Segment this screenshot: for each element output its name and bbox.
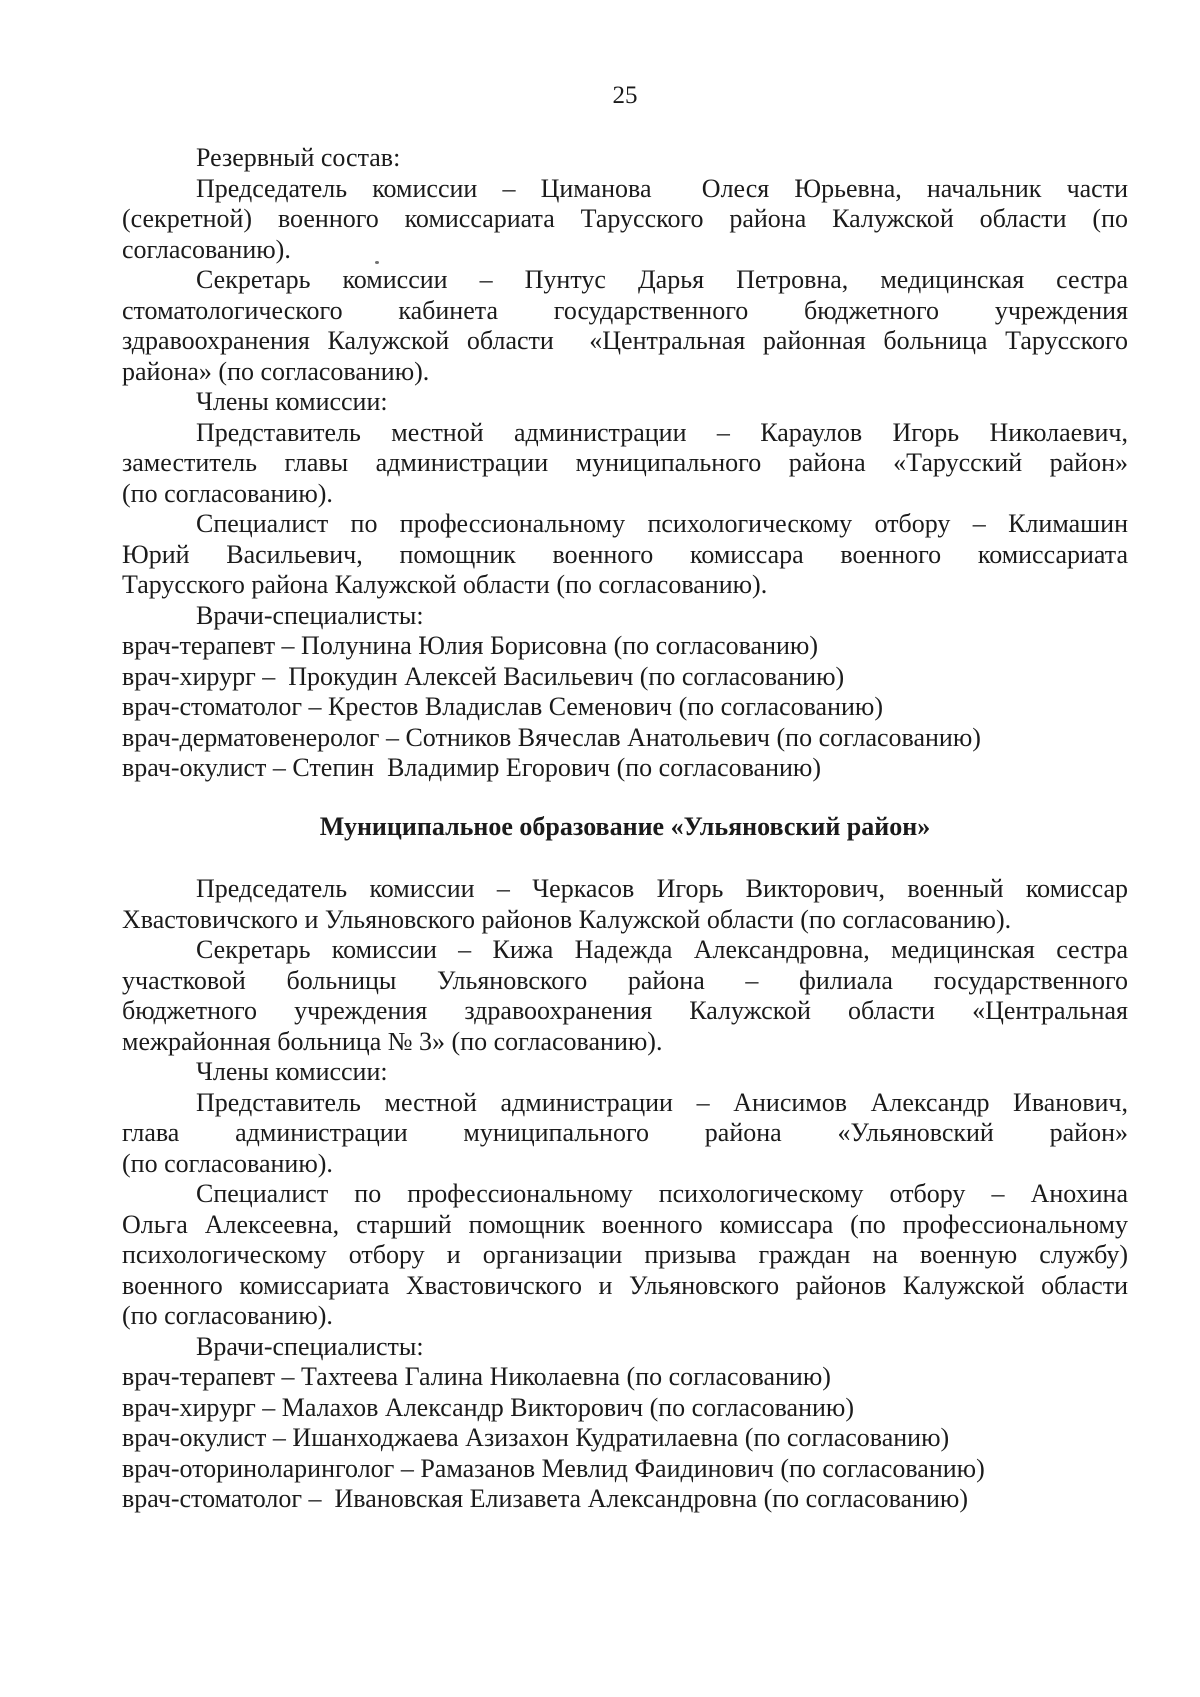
- text-line: Специалист по профессиональному психологическому отбору – Анохина: [196, 1179, 1128, 1208]
- paragraph: [122, 1088, 1128, 1180]
- document-body: [122, 143, 1128, 1515]
- text-line: Председатель комиссии – Циманова Олеся Юрьевна, начальник части: [196, 173, 1128, 203]
- text-line: врач-хирург – Прокудин Алексей Васильевич (по согласованию): [122, 661, 845, 691]
- text-line: психологическому отбору и организации призыва граждан на военную службу): [122, 1240, 1128, 1269]
- text-line: Врачи-специалисты:: [196, 600, 424, 630]
- page-number: 25: [612, 82, 638, 109]
- text-line: (по согласованию).: [122, 1301, 333, 1330]
- text-line: согласованию).: [122, 234, 291, 264]
- text-line: врач-терапевт – Тахтеева Галина Николаевна (по согласованию): [122, 1362, 831, 1391]
- text-line: Секретарь комиссии – Кижа Надежда Александровна, медицинская сестра: [196, 935, 1128, 964]
- text-line: Представитель местной администрации – Анисимов Александр Иванович,: [196, 1087, 1128, 1117]
- text-line: врач-стоматолог – Крестов Владислав Семенович (по согласованию): [122, 692, 883, 721]
- paragraph: [122, 874, 1128, 935]
- text-line: Резервный состав:: [196, 143, 401, 172]
- text-line: Хвастовичского и Ульяновского районов Калужской области (по согласованию).: [122, 904, 1012, 934]
- text-line: (по согласованию).: [122, 478, 333, 508]
- text-line: глава администрации муниципального района «Ульяновский район»: [122, 1118, 1128, 1147]
- text-line: здравоохранения Калужской области «Центральная районная больница Тарусского: [122, 326, 1128, 355]
- text-line: врач-оториноларинголог – Рамазанов Мевлид Фаидинович (по согласованию): [122, 1453, 985, 1483]
- text-line: Представитель местной администрации – Караулов Игорь Николаевич,: [196, 417, 1128, 447]
- text-line: Председатель комиссии – Черкасов Игорь Викторович, военный комиссар: [196, 874, 1128, 903]
- section-heading: Муниципальное образование «Ульяновский район»: [319, 811, 931, 841]
- text-line: Специалист по профессиональному психологическому отбору – Климашин: [196, 509, 1128, 538]
- paragraph: [122, 935, 1128, 1057]
- text-line: Члены комиссии:: [196, 387, 388, 416]
- text-line: Тарусского района Калужской области (по согласованию).: [122, 570, 768, 599]
- text-line: Юрий Васильевич, помощник военного комиссара военного комиссариата: [122, 539, 1128, 569]
- text-line: межрайонная больница № 3» (по согласованию).: [122, 1026, 663, 1056]
- text-line: стоматологического кабинета государственного бюджетного учреждения: [122, 295, 1128, 325]
- text-line: бюджетного учреждения здравоохранения Калужской области «Центральная: [122, 996, 1128, 1025]
- text-line: врач-терапевт – Полунина Юлия Борисовна (по согласованию): [122, 631, 818, 660]
- text-line: врач-хирург – Малахов Александр Викторович (по согласованию): [122, 1392, 854, 1422]
- paragraph: [122, 509, 1128, 601]
- spacer: [122, 842, 1128, 874]
- paragraph: [122, 1179, 1128, 1332]
- spacer: [122, 784, 1128, 812]
- paragraph: [122, 174, 1128, 266]
- paragraph: [122, 265, 1128, 387]
- text-line: заместитель главы администрации муниципального района «Тарусский район»: [122, 448, 1128, 477]
- text-line: (по согласованию).: [122, 1148, 333, 1178]
- text-line: Члены комиссии:: [196, 1057, 388, 1086]
- text-line: (секретной) военного комиссариата Тарусского района Калужской области (по: [122, 204, 1128, 233]
- text-line: врач-дерматовенеролог – Сотников Вячеслав Анатольевич (по согласованию): [122, 722, 981, 752]
- text-line: участковой больницы Ульяновского района – филиала государственного: [122, 965, 1128, 995]
- text-line: Секретарь комиссии – Пунтус Дарья Петровна, медицинская сестра: [196, 265, 1128, 294]
- text-line: района» (по согласованию).: [122, 356, 430, 386]
- text-line: военного комиссариата Хвастовичского и Ульяновского районов Калужской области: [122, 1270, 1128, 1300]
- text-line: врач-окулист – Ишанходжаева Азизахон Кудратилаевна (по согласованию): [122, 1423, 950, 1452]
- text-line: врач-стоматолог – Ивановская Елизавета Александровна (по согласованию): [122, 1484, 969, 1513]
- paragraph: [122, 418, 1128, 510]
- text-line: Ольга Алексеевна, старший помощник военного комиссара (по профессиональному: [122, 1209, 1128, 1239]
- text-line: Врачи-специалисты:: [196, 1331, 424, 1361]
- text-line: врач-окулист – Степин Владимир Егорович (по согласованию): [122, 753, 821, 782]
